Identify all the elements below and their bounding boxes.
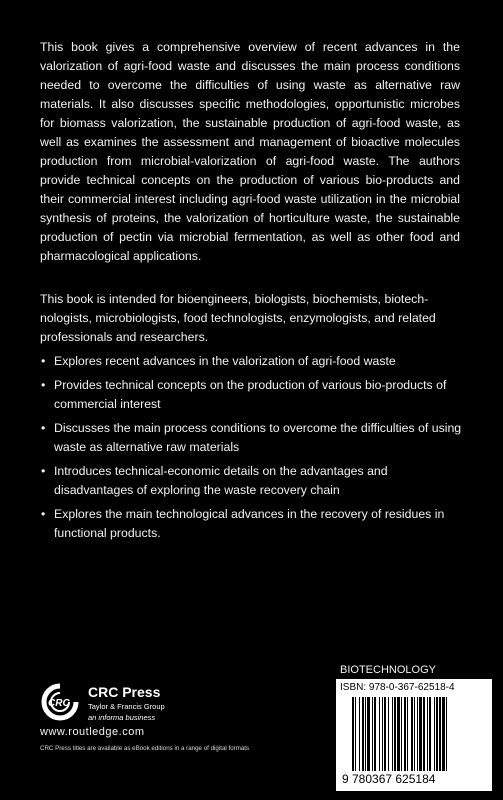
- bullet-icon: •: [41, 464, 46, 478]
- bullet-icon: •: [41, 354, 46, 368]
- crc-logo-icon: [40, 683, 80, 721]
- isbn-label: ISBN: 978-0-367-62518-4: [340, 682, 455, 693]
- publisher-business: an informa business: [88, 713, 156, 722]
- ebook-note: CRC Press titles are available as eBook editions in a range of digital formats: [40, 745, 250, 752]
- description-paragraph: This book gives a comprehensive overview of recent advances in the valorization of agri-food waste and discusses the main process conditions needed to overcome the difficulties of using waste as alternative raw materials. It also discusses specific methodologies, opportunistic microbes for biomass valorization, the sustainable production of agri-food waste, as well as examines the assessment and management of bioactive molecules production from microbial-valorization of agri-food waste. The authors provide technical concepts on the production of various bio-products and their commercial interest including agri-food waste utilization in the microbial synthesis of proteins, the valorization of horticulture waste, the sustainable production of pectin via microbial fermentation, as well as other food and pharmacological applications.: [40, 40, 460, 263]
- feature-list: [40, 352, 462, 548]
- list-item: • Explores recent advances in the valorization of agri-food waste: [40, 352, 462, 371]
- barcode-icon: [342, 697, 486, 787]
- bullet-icon: •: [41, 378, 46, 392]
- publisher-group: Taylor & Francis Group: [88, 702, 165, 711]
- publisher-website[interactable]: www.routledge.com: [40, 726, 145, 738]
- subject-category: BIOTECHNOLOGY: [340, 664, 436, 676]
- list-item: • Introduces technical-economic details on the advantages and disadvantages of exploring the waste recovery chain: [41, 464, 388, 497]
- barcode-digits: 9 780367 625184: [342, 772, 436, 786]
- publisher-name: CRC Press: [88, 684, 161, 700]
- barcode-block: [336, 679, 492, 791]
- bullet-icon: •: [41, 421, 46, 435]
- svg-text:CRC: CRC: [48, 698, 70, 709]
- bullet-icon: •: [41, 507, 46, 521]
- list-item: • Provides technical concepts on the production of various bio-products of commercial interest: [41, 378, 447, 411]
- list-item: • Discusses the main process conditions to overcome the difficulties of using waste as alternative raw materials: [41, 421, 462, 454]
- list-item: • Explores the main technological advances in the recovery of residues in functional products.: [41, 507, 445, 540]
- publisher-logo: [40, 681, 240, 731]
- audience-paragraph: This book is intended for bioengineers, biologists, biochemists, biotech-nologists, microbiologists, food technologists, enzymologists, and related professionals and researchers.: [40, 292, 436, 344]
